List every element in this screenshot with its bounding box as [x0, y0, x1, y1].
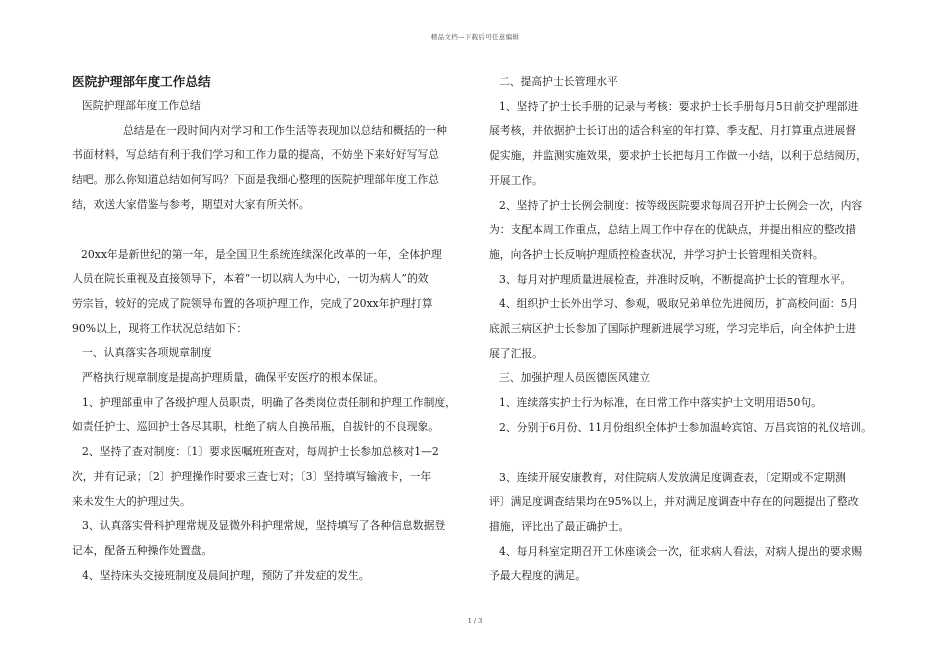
page-header-note: 精品文档—下载后可任意编辑: [430, 33, 520, 41]
list-item-2-cont: 来未发生大的护理过失。: [72, 494, 191, 508]
intro-line: 总结是在一段时间内对学习和工作生活等表现加以总结和概括的一种: [123, 123, 447, 137]
list-item-1-cont: 展考核，并依据护士长订出的适合科室的年打算、季支配、月打算重点进展督: [489, 124, 857, 138]
intro-line: 结吧。那么你知道总结如何写吗？下面是我细心整理的医院护理部年度工作总: [72, 173, 440, 187]
list-item-2-cont: 为：支配本周工作重点，总结上周工作中存在的优缺点，并提出相应的整改措: [489, 223, 857, 237]
section-intro-1: 严格执行规章制度是提高护理质量，确保平安医疗的根本保证。: [82, 371, 385, 385]
paragraph-spacer: [489, 441, 887, 466]
intro-line: 结，欢送大家借鉴与参考，期望对大家有所关怀。: [72, 197, 310, 211]
document-title: 医院护理部年度工作总结: [72, 74, 211, 89]
list-item-4: 4、组织护士长外出学习、参观，吸取兄弟单位先进阅历，扩高校问面：5月: [499, 297, 859, 311]
section-heading-2: 二、提高护士长管理水平: [499, 75, 618, 88]
paragraph-spacer: [72, 218, 470, 243]
list-item-4-cont: 予最大程度的满足。: [489, 569, 587, 583]
list-item-3: 3、认真落实骨科护理常规及显微外科护理常规，坚持填写了各种信息数据登: [82, 519, 446, 533]
list-item-3: 3、每月对护理质量进展检查，并准时反响，不断提高护士长的管理水平。: [499, 272, 852, 286]
list-item-2-cont: 次，并有记录；〔2〕护理操作时要求三查七对；〔3〕坚持填写输液卡，一年: [72, 469, 432, 483]
overview-line: 20xx年是新世纪的第一年，是全国卫生系统连续深化改革的一年，全体护理: [81, 247, 442, 261]
page-number: 1 / 3: [467, 617, 483, 625]
list-item-2: 2、坚持了查对制度：〔1〕要求医嘱班班查对，每周护士长参加总核对1—2: [82, 445, 439, 459]
section-heading-3: 三、加强护理人员医德医风建立: [499, 371, 651, 385]
overview-line: 人员在院长重视及直接领导下，本着“一切以病人为中心，一切为病人”的效: [72, 272, 429, 286]
list-item-2-cont: 施，向各护士长反响护理质控检查状况，并学习护士长管理相关资料。: [489, 247, 824, 261]
left-column: [72, 70, 470, 588]
list-item-1: 1、护理部重申了各级护理人员职责，明确了各类岗位责任制和护理工作制度，: [82, 395, 456, 409]
list-item-2: 2、分别于6月份、11月份组织全体护士参加温岭宾馆、万昌宾馆的礼仪培训。: [499, 420, 872, 434]
overview-line: 90%以上，现将工作状况总结如下：: [72, 321, 248, 335]
section-heading-1: 一、认真落实各项规章制度: [82, 346, 212, 360]
list-item-1: 1、连续落实护士行为标准，在日常工作中落实护士文明用语50句。: [499, 396, 822, 410]
list-item-4: 4、每月科室定期召开工休座谈会一次，征求病人看法，对病人提出的要求赐: [499, 544, 863, 558]
list-item-4-cont: 底派三病区护士长参加了国际护理新进展学习班，学习完毕后，向全体护士进: [489, 322, 857, 336]
right-column: [489, 70, 887, 589]
list-item-4-cont: 展了汇报。: [489, 346, 543, 360]
list-item-3: 3、连续开展安康教育，对住院病人发放满足度调查表，〔定期或不定期测: [499, 470, 846, 484]
list-item-4: 4、坚持床头交接班制度及晨间护理，预防了并发症的发生。: [82, 568, 370, 582]
overview-line: 劳宗旨，较好的完成了院领导布置的各项护理工作，完成了20xx年护理打算: [72, 296, 433, 310]
list-item-1: 1、坚持了护士长手册的记录与考核：要求护士长手册每月5日前交护理部进: [499, 99, 859, 113]
intro-line: 书面材料，写总结有利于我们学习和工作力量的提高，不妨坐下来好好写写总: [72, 148, 440, 162]
list-item-3-cont: 措施，评比出了最正确护士。: [489, 519, 630, 533]
list-item-3-cont: 评〕满足度调查结果均在95%以上，并对满足度调查中存在的问题提出了整改: [489, 495, 859, 509]
subtitle: 医院护理部年度工作总结: [82, 99, 201, 112]
list-item-1-cont: 如责任护士、巡回护士各尽其职，杜绝了病人自换吊瓶，自拔针的不良现象。: [72, 420, 440, 434]
list-item-2: 2、坚持了护士长例会制度：按等级医院要求每周召开护士长例会一次，内容: [499, 198, 863, 212]
list-item-1-cont: 开展工作。: [489, 173, 543, 187]
list-item-3-cont: 记本，配备五种操作处置盘。: [72, 543, 213, 557]
list-item-1-cont: 促实施，并监测实施效果，要求护士长把每月工作做一小结，以利于总结阅历，: [489, 149, 867, 163]
